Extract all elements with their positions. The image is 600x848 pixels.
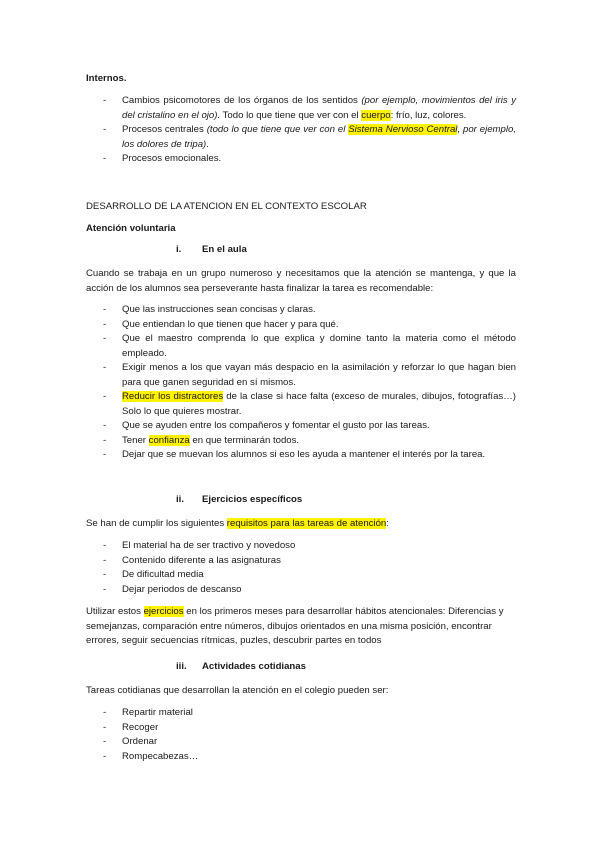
list-item: - Dejar periodos de descanso	[86, 583, 516, 598]
highlighted-text: Reducir los distractores	[122, 391, 224, 402]
list-item	[86, 390, 516, 419]
list-item	[86, 94, 516, 123]
item-text: Procesos centrales	[122, 124, 207, 135]
heading-number: i.	[176, 244, 182, 255]
cotidianas-intro: Tareas cotidianas que desarrollan la atención en el colegio pueden ser:	[86, 685, 389, 696]
item-text: .	[206, 138, 209, 150]
heading-text: Actividades cotidianas	[202, 661, 306, 672]
section-title: DESARROLLO DE LA ATENCION EN EL CONTEXTO ESCOLAR	[86, 201, 367, 212]
list-item	[86, 332, 516, 361]
list-item: - Repartir material	[86, 706, 516, 721]
item-text: Que las instrucciones sean concisas y claras.	[122, 304, 316, 315]
item-text: : frío, luz, colores.	[390, 109, 467, 121]
list-item	[86, 434, 516, 449]
paragraph-text: en los primeros meses para desarrollar hábitos atencionales: Diferencias y semejanzas, comparación entre números, dibujos orientados en una misma posición, encontrar errores, seguir secuencias rítmicas, puzles, descubrir partes en todos	[86, 606, 504, 646]
list-item	[86, 448, 516, 463]
list-item: - Contenido diferente a las asignaturas	[86, 554, 516, 569]
list-item: - El material ha de ser tractivo y novedoso	[86, 539, 516, 554]
paragraph-text: Utilizar estos	[86, 606, 144, 617]
item-text: Exigir menos a los que vayan más despacio en la asimilación y reforzar lo que hagan bien para que ganen seguridad en sí mismos.	[122, 362, 516, 388]
item-italic-text: (todo lo que tiene que ver con el	[206, 124, 349, 135]
highlighted-text: cuerpo	[361, 109, 391, 121]
list-item	[86, 123, 516, 152]
subsection-title: Atención voluntaria	[86, 223, 176, 234]
intro-text: Se han de cumplir los siguientes	[86, 518, 227, 529]
cotidianas-list	[86, 706, 516, 764]
item-text: Cambios psicomotores de los órganos de los sentidos	[122, 95, 362, 106]
internos-list	[86, 94, 516, 167]
heading-number: ii.	[176, 494, 184, 505]
list-item	[86, 152, 516, 167]
ejercicios-paragraph	[86, 605, 516, 649]
aula-intro: Cuando se trabaja en un grupo numeroso y necesitamos que la atención se mantenga, y que la acción de los alumnos sea perseverante hasta finalizar la tarea es recomendable:	[86, 268, 516, 294]
item-italic-text: (por ejemplo, movimientos del iris y del cristalino en el ojo).	[122, 95, 516, 121]
highlighted-text: Sistema Nervioso Central	[348, 124, 458, 135]
list-item	[86, 361, 516, 390]
item-text: Tener	[122, 434, 149, 446]
aula-heading	[176, 243, 247, 258]
aula-list	[86, 303, 516, 463]
item-text: Que se ayuden entre los compañeros y fomentar el gusto por las tareas.	[122, 420, 430, 431]
item-text: Que entiendan lo que tienen que hacer y para qué.	[122, 318, 339, 330]
item-text: en que terminarán todos.	[189, 434, 300, 446]
cotidianas-heading	[176, 660, 306, 675]
intro-text: :	[386, 518, 389, 529]
list-item	[86, 419, 516, 434]
list-item: - Rompecabezas…	[86, 750, 516, 765]
item-text: Todo lo que tiene que ver con el	[220, 109, 362, 121]
list-item	[86, 303, 516, 318]
list-item: - Ordenar	[86, 735, 516, 750]
highlighted-text: ejercicios	[143, 606, 184, 617]
ejercicios-intro	[86, 517, 516, 532]
heading-text: Ejercicios específicos	[202, 494, 303, 505]
heading-text: En el aula	[202, 244, 247, 255]
list-item	[86, 318, 516, 333]
internos-heading: Internos.	[86, 73, 127, 84]
item-text: Que el maestro comprenda lo que explica y domine tanto la materia como el método empleado.	[122, 333, 516, 359]
ejercicios-list	[86, 539, 516, 597]
highlighted-text: requisitos para las tareas de atención	[226, 518, 387, 529]
ejercicios-heading	[176, 493, 302, 508]
heading-number: iii.	[176, 661, 187, 672]
list-item: - De dificultad media	[86, 568, 516, 583]
item-text: Procesos emocionales.	[122, 153, 222, 164]
list-item: - Recoger	[86, 721, 516, 736]
item-text: Dejar que se muevan los alumnos si eso les ayuda a mantener el interés por la tarea.	[122, 449, 486, 460]
highlighted-text: confianza	[148, 434, 190, 446]
item-text: de la clase si hace falta (exceso de murales, dibujos, fotografías…) Solo lo que quieres mostrar.	[122, 391, 516, 417]
item-italic-text: , por ejemplo, los dolores de tripa)	[122, 124, 517, 150]
